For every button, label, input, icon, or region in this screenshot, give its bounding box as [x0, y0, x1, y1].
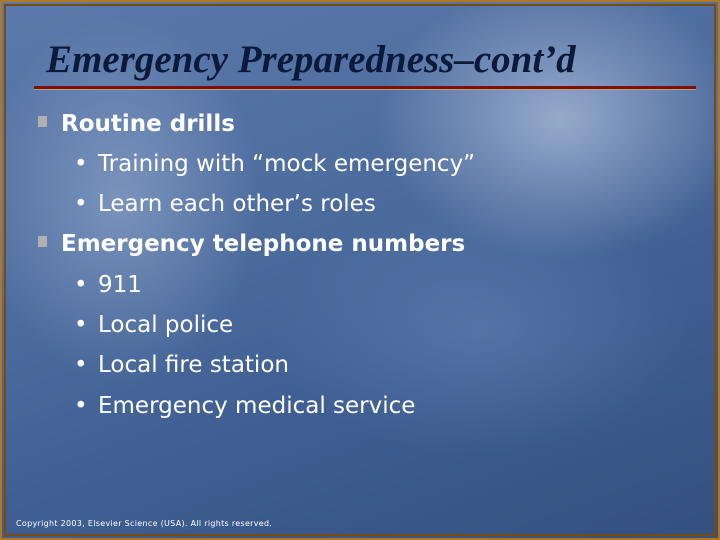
slide-title: Emergency Preparedness–cont’d — [46, 38, 576, 81]
sub-bullet — [74, 310, 233, 340]
sub-bullet — [74, 350, 289, 380]
bullet-text: Emergency telephone numbers — [61, 231, 466, 257]
bullet-text: Routine drills — [61, 111, 235, 137]
sub-bullet — [74, 270, 142, 300]
sub-bullet-text: Training with “mock emergency” — [98, 151, 476, 177]
title-underline-highlight — [34, 89, 696, 90]
bullet-emergency-numbers — [38, 229, 465, 259]
round-bullet-icon: • — [74, 312, 88, 338]
sub-bullet-text: Emergency medical service — [98, 393, 416, 419]
sub-bullet-text: Local fire station — [98, 352, 289, 378]
round-bullet-icon: • — [74, 191, 88, 217]
copyright-footer: Copyright 2003, Elsevier Science (USA). All rights reserved. — [16, 519, 273, 528]
round-bullet-icon: • — [74, 352, 88, 378]
sub-bullet-text: 911 — [98, 272, 142, 298]
sub-bullet-text: Local police — [98, 312, 234, 338]
sub-bullet — [74, 149, 475, 179]
square-bullet-icon — [38, 236, 47, 247]
sub-bullet — [74, 391, 415, 421]
sub-bullet-text: Learn each other’s roles — [98, 191, 376, 217]
round-bullet-icon: • — [74, 393, 88, 419]
sub-bullet — [74, 189, 376, 219]
square-bullet-icon — [38, 116, 47, 127]
round-bullet-icon: • — [74, 151, 88, 177]
round-bullet-icon: • — [74, 272, 88, 298]
bullet-routine-drills — [38, 109, 235, 139]
